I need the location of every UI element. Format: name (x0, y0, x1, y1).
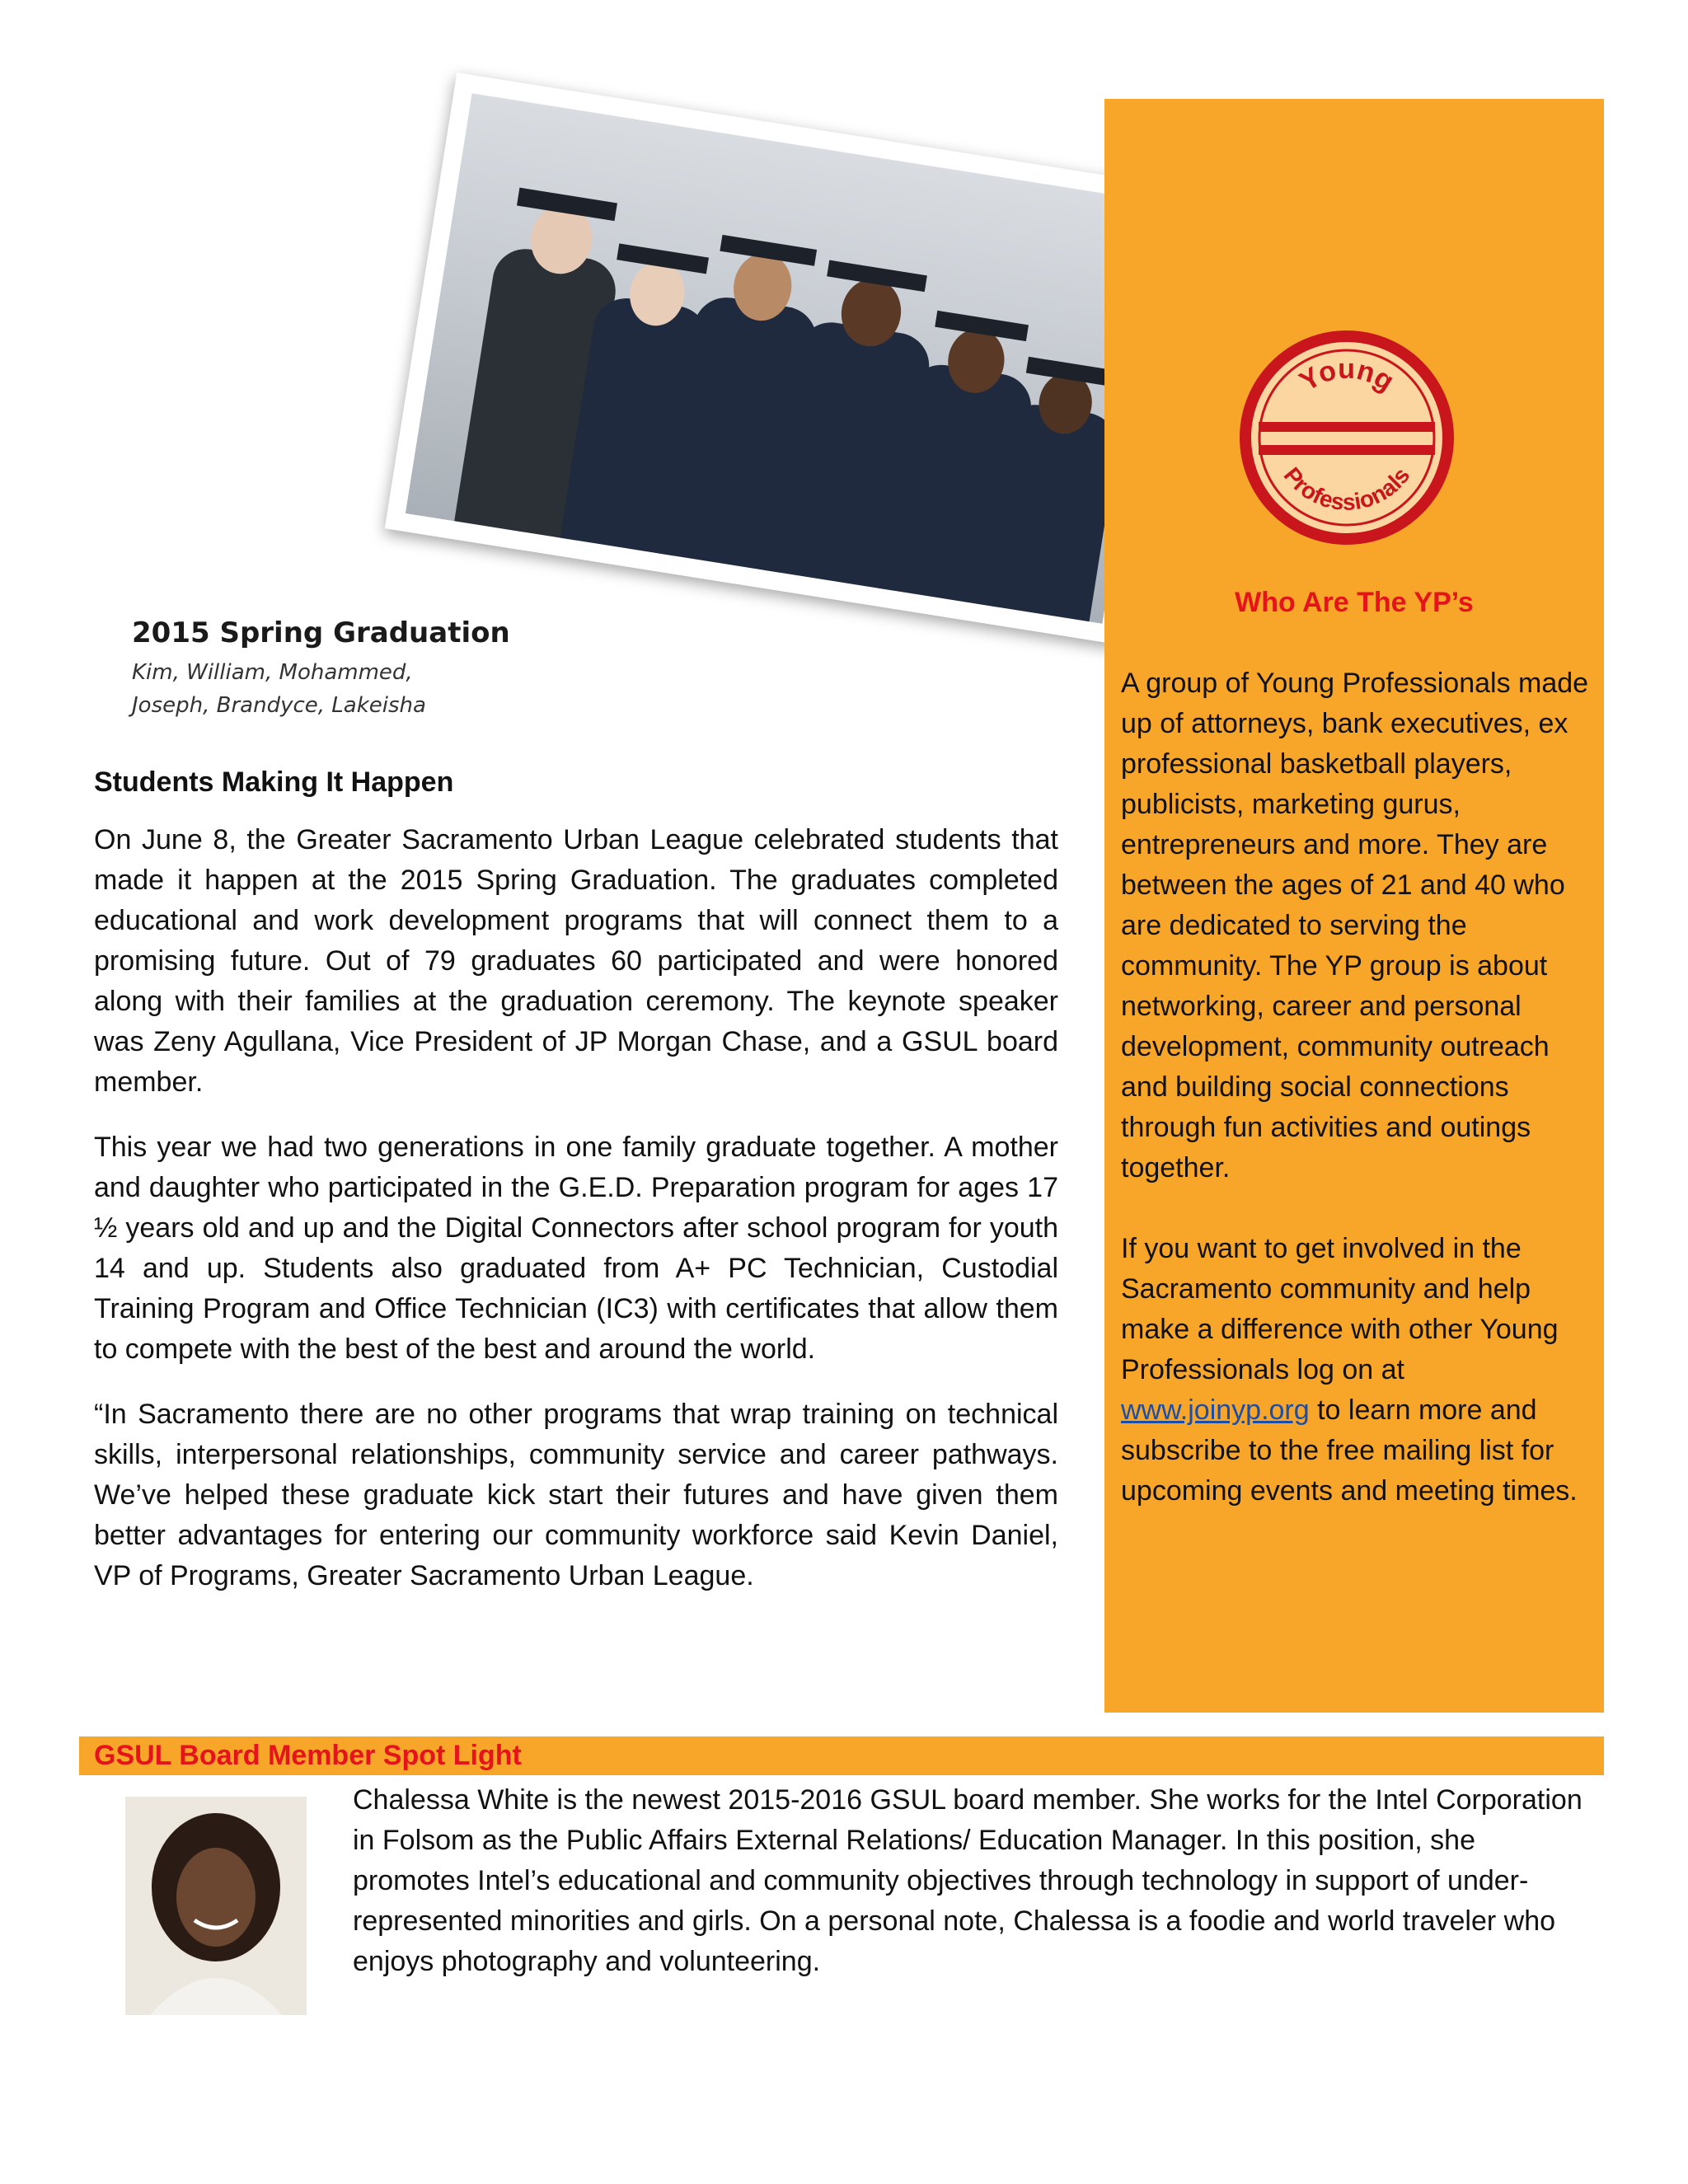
logo-bottom-text: Professionals (1278, 462, 1415, 515)
young-professionals-logo (1239, 330, 1455, 546)
caption-names (132, 656, 510, 722)
main-article (94, 766, 1058, 1621)
graduation-photo-image (406, 93, 1169, 624)
photo-caption (132, 616, 510, 722)
article-paragraph: This year we had two generations in one family graduate together. A mother and daughter who participated in the G.E.D. Preparation program for ages 17 ½ years old and up and the Digital Connectors after school program for youth 14 and up. Students also graduated from A+ PC Technician, Custodial Training Program and Office Technician (IC3) with certificates that allow them to compete with the best of the best and around the world. (94, 1132, 1058, 1365)
article-heading: Students Making It Happen (94, 766, 454, 798)
sidebar-text: If you want to get involved in the Sacramento community and help make a difference with other Young Professionals log on at (1121, 1233, 1559, 1385)
sidebar-paragraph (1121, 1229, 1599, 1511)
spotlight-text: Chalessa White is the newest 2015-2016 GSUL board member. She works for the Intel Corporation in Folsom as the Public Affairs External Relations/ Education Manager. In this position, she promotes Intel’s educational and community objectives through technology in support of under-represented minorities and girls. On a personal note, Chalessa is a foodie and world traveler who enjoys photography and volunteering. (353, 1784, 1582, 1977)
logo-top-text: Young (1294, 353, 1400, 398)
graduation-photo (385, 73, 1190, 644)
sidebar-paragraph: A group of Young Professionals made up of attorneys, bank executives, ex professional basketball players, publicists, marketing gurus, entrepreneurs and more. They are between the ages of 21 and 40 who are dedicated to serving the community. The YP group is about networking, career and personal development, community outreach and building social connections through fun activities and outings together. (1121, 668, 1589, 1183)
article-paragraph: On June 8, the Greater Sacramento Urban League celebrated students that made it happen at the 2015 Spring Graduation. The graduates completed educational and work development programs that will connect them to a promising future. Out of 79 graduates 60 participated and were honored along with their families at the graduation ceremony. The keynote speaker was Zeny Agullana, Vice President of JP Morgan Chase, and a GSUL board member. (94, 824, 1058, 1098)
joinyp-link[interactable]: www.joinyp.org (1121, 1394, 1310, 1426)
spotlight-title: GSUL Board Member Spot Light (94, 1740, 522, 1771)
sidebar-title: Who Are The YP’s (1235, 587, 1474, 618)
caption-names-line: Joseph, Brandyce, Lakeisha (132, 693, 426, 718)
article-paragraph: “In Sacramento there are no other programs that wrap training on technical skills, interpersonal relationships, community service and career pathways. We’ve helped these graduate kick start their futures and have given them better advantages for entering our community workforce said Kevin Daniel, VP of Programs, Greater Sacramento Urban League. (94, 1399, 1058, 1591)
sidebar-body (1121, 663, 1599, 1552)
portrait-image (125, 1797, 307, 2015)
spotlight-header-bar (79, 1736, 1604, 1775)
board-member-portrait (125, 1797, 307, 2015)
yp-sidebar (1104, 99, 1604, 1713)
caption-title: 2015 Spring Graduation (132, 616, 510, 649)
caption-names-line: Kim, William, Mohammed, (132, 660, 413, 685)
sidebar-text: to learn more and subscribe to the free mailing list for upcoming events and meeting times. (1121, 1394, 1578, 1507)
